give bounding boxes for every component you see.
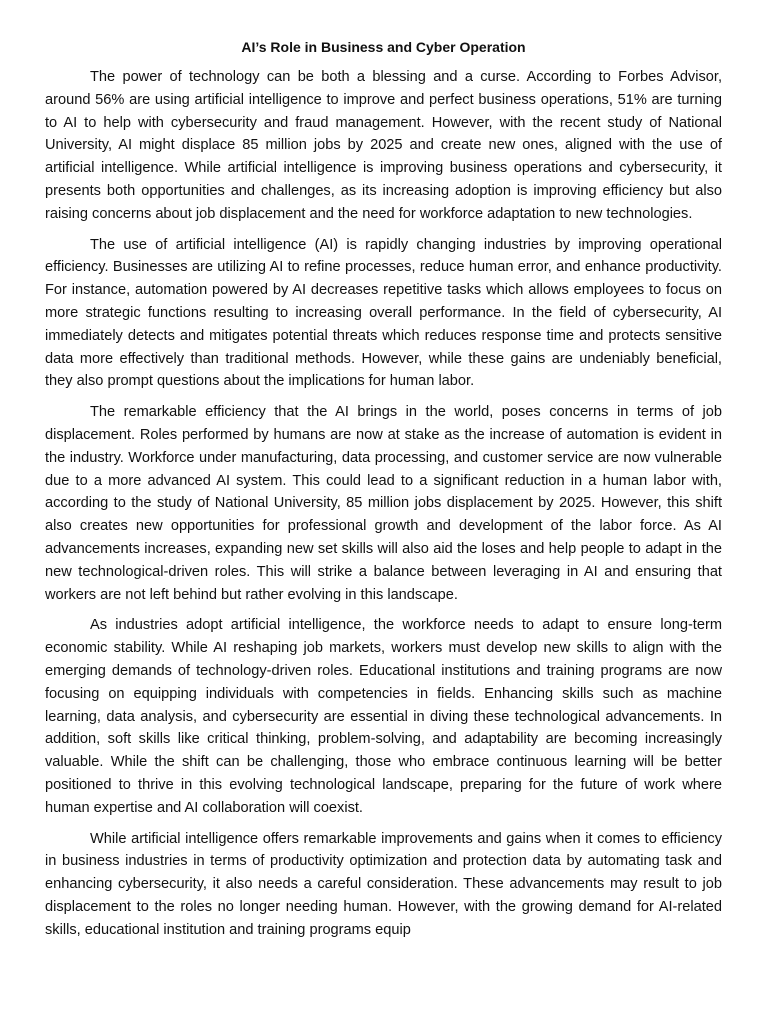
paragraph-2: The use of artificial intelligence (AI) is rapidly changing industries by improving operational efficiency. Businesses are utilizing AI to refine processes, reduce human error, and enhance productivity. For instance, automation powered by AI decreases repetitive tasks which allows employees to focus on more strategic functions resulting to increasing overall performance. In the field of cybersecurity, AI immediately detects and mitigates potential threats which reduces response time and protects sensitive data more effectively than traditional methods. However, while these gains are undeniably beneficial, they also prompt questions about the implications for human labor. bbox=[45, 236, 722, 390]
document-page bbox=[45, 36, 722, 966]
paragraph-5: While artificial intelligence offers remarkable improvements and gains when it comes to efficiency in business industries in terms of productivity optimization and protection data by automating task and enhancing cybersecurity, it also needs a careful consideration. These advancements may result to job displacement to the roles no longer needing human. However, with the growing demand for AI-related skills, educational institution and training programs equip bbox=[45, 830, 722, 938]
paragraph-1: The power of technology can be both a blessing and a curse. According to Forbes Advisor, around 56% are using artificial intelligence to improve and perfect business operations, 51% are turning to AI to help with cybersecurity and fraud management. However, with the recent study of National University, AI might displace 85 million jobs by 2025 and create new ones, aligned with the use of artificial intelligence. While artificial intelligence is improving business operations and cybersecurity, it presents both opportunities and challenges, as its increasing adoption is improving efficiency but also raising concerns about job displacement and the need for workforce adaptation to new technologies. bbox=[45, 69, 722, 222]
paragraph-4: As industries adopt artificial intelligence, the workforce needs to adapt to ensure long-term economic stability. While AI reshaping job markets, workers must develop new skills to align with the emerging demands of technology-driven roles. Educational institutions and training programs are now focusing on equipping individuals with competencies in fields. Enhancing skills such as machine learning, data analysis, and cybersecurity are essential in diving these technological advancements. In addition, soft skills like critical thinking, problem-solving, and adaptability are becoming increasingly valuable. While the shift can be challenging, those who embrace continuous learning will be better positioned to thrive in this evolving technological landscape, preparing for the future of work where human expertise and AI collaboration will coexist. bbox=[45, 617, 722, 816]
paragraph-3: The remarkable efficiency that the AI brings in the world, poses concerns in terms of job displacement. Roles performed by humans are now at stake as the increase of automation is evident in the industry. Workforce under manufacturing, data processing, and customer service are now vulnerable due to a more advanced AI system. This could lead to a significant reduction in a human labor with, according to the study of National University, 85 million jobs displacement by 2025. However, this shift also creates new opportunities for professional growth and development of the labor force. As AI advancements increases, expanding new set skills will also aid the loses and help people to adapt in the new technological-driven roles. This will strike a balance between leveraging in AI and ensuring that workers are not left behind but rather evolving in this landscape. bbox=[45, 404, 722, 603]
document-title: AI’s Role in Business and Cyber Operation bbox=[241, 39, 526, 55]
